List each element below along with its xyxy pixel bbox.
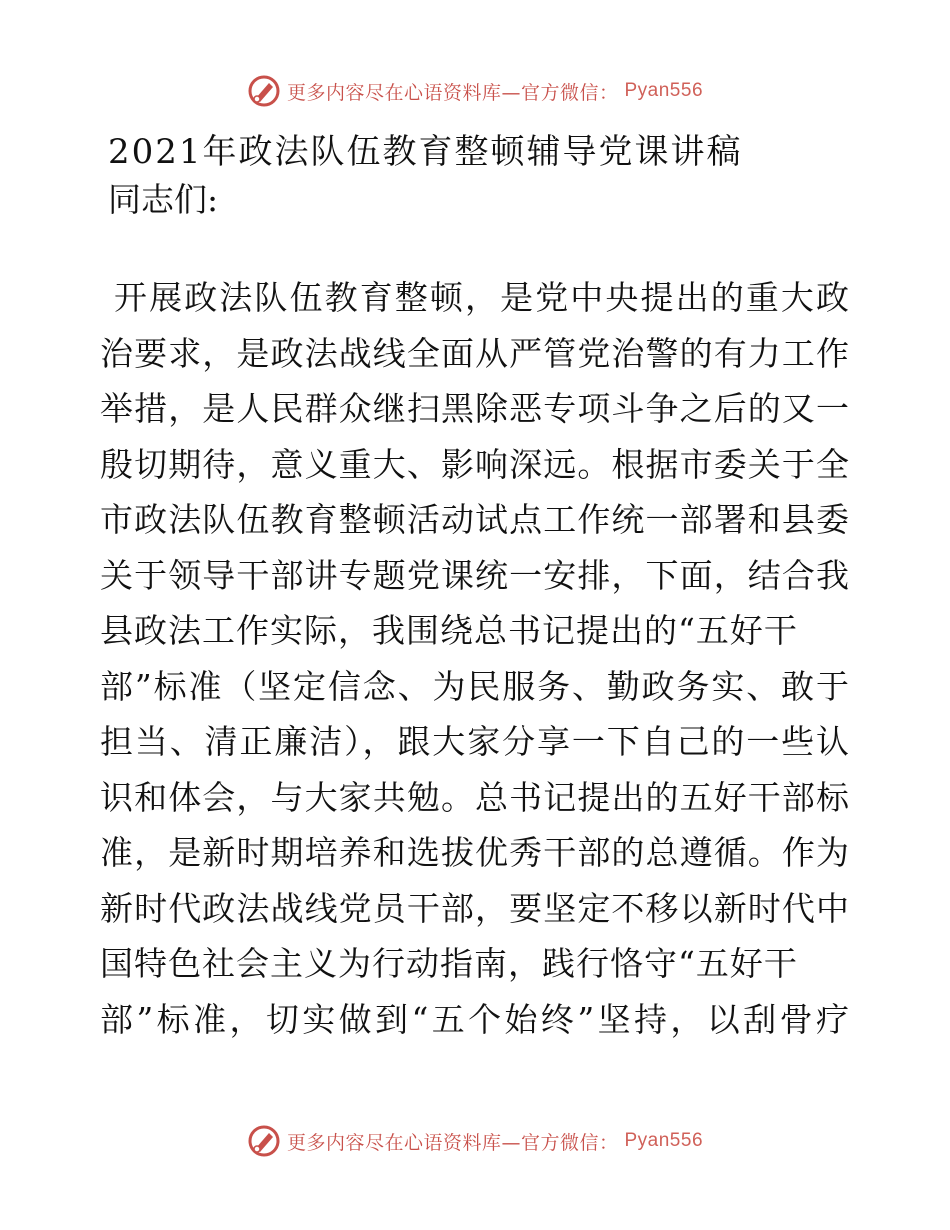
body-line: 识和体会，与大家共勉。总书记提出的五好干部标 [100,777,850,817]
body-line: 关于领导干部讲专题党课统一安排，下面，结合我 [100,555,850,595]
body-line: 国特色社会主义为行动指南，践行恪守“五好干 [100,944,798,983]
watermark-text: 更多内容尽在心语资料库—官方微信： [286,81,619,104]
body-line: 殷切期待，意义重大、影响深远。根据市委关于全 [100,444,850,484]
body-line: 准，是新时期培养和选拔优秀干部的总遵循。作为 [100,833,850,872]
body-line: 新时代政法战线党员干部，要坚定不移以新时代中 [100,888,850,928]
body-line: 开展政法队伍教育整顿，是党中央提出的重大政 [114,278,850,317]
salutation: 同志们: [108,180,219,219]
body-paragraph [100,270,850,1047]
document-title: 2021年政法队伍教育整顿辅导党课讲稿 [108,132,743,172]
body-line: 县政法工作实际，我围绕总书记提出的“五好干 [100,611,798,650]
watermark-text: 更多内容尽在心语资料库—官方微信： [286,1131,619,1154]
watermark-handle: Pyan556 [624,1130,704,1151]
body-line: 治要求，是政法战线全面从严管党治警的有力工作 [100,333,850,373]
body-line: 举措，是人民群众继扫黑除恶专项斗争之后的又一 [100,389,850,428]
body-line: 部”标准，切实做到“五个始终”坚持，以刮骨疗 [100,999,850,1039]
watermark-footer [0,1124,950,1158]
body-line: 担当、清正廉洁），跟大家分享一下自己的一些认 [100,722,850,761]
body-line: 市政法队伍教育整顿活动试点工作统一部署和县委 [100,500,850,539]
logo-icon [247,1124,281,1158]
watermark-handle: Pyan556 [624,80,704,101]
body-line: 部”标准（坚定信念、为民服务、勤政务实、敢于 [100,666,850,706]
logo-icon [247,74,281,108]
watermark-header [0,74,950,108]
